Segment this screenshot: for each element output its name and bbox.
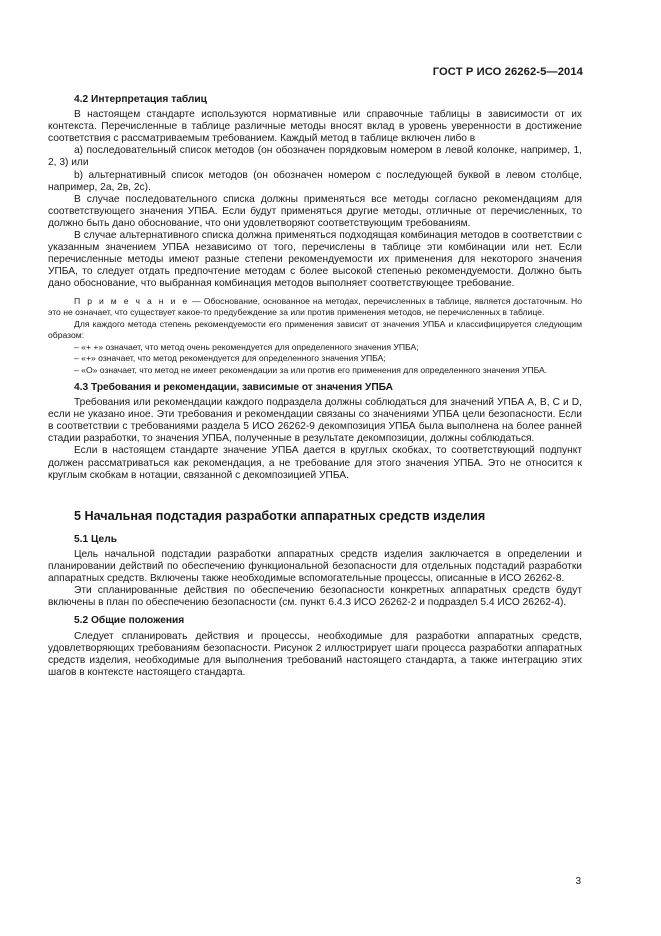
paragraph: Для каждого метода степень рекомендуемости его применения зависит от значения УПБА и классифицируется следующим образом: — [48, 318, 582, 340]
note — [48, 296, 582, 319]
document-id-header: ГОСТ Р ИСО 26262-5—2014 — [432, 66, 583, 78]
list-item: – «+ +» означает, что метод очень рекомендуется для определенного значения УПБА; — [74, 341, 419, 352]
section-heading-5-2: 5.2 Общие положения — [74, 615, 185, 627]
note-text: — Обоснование, основанное на методах, перечисленных в таблице, является достаточным. Но это не означает, что существует какое-то предубеждение за или против применения методов, не перечисленных в таблице. — [48, 295, 583, 317]
paragraph: Требования или рекомендации каждого подраздела должны соблюдаться для значений УПБА А, В, С и D, если не указано иное. Эти требования и рекомендации связаны со значениями УПБА цели безопасности. Если в соответствии с требованиями раздела 5 ИСО 26262-9 декомпозиция УПБА была выполнена на более ранней стадии разработки, то значения УПБА, полученные в результате декомпозиции, должны соблюдаться. — [48, 397, 582, 445]
section-heading-5: 5 Начальная подстадия разработки аппаратных средств изделия — [74, 508, 486, 523]
paragraph: В случае последовательного списка должны применяться все методы согласно рекомендациям для соответствующего значения УПБА. Если будут применяться другие методы, отличные от перечисленных, то должно быть дано обоснование, что они удовлетворяют соответствующим требованиям. — [48, 193, 582, 229]
list-item: – «О» означает, что метод не имеет рекомендации за или против его применения для определенного значения УПБА. — [74, 364, 548, 375]
list-item: – «+» означает, что метод рекомендуется для определенного значения УПБА; — [74, 353, 386, 363]
paragraph: В случае альтернативного списка должна применяться подходящая комбинация методов в соответствии с указанным значением УПБА независимо от того, перечислены в таблице эти комбинации или нет. Если перечисленные методы имеют разные степени рекомендуемости их применения для некоторого значения УПБА, то следует отдать предпочтение методам с более высокой степенью рекомендуемости. Должно быть дано обоснование, что выбранная комбинация методов выполняет соответствующее требование. — [48, 230, 582, 290]
list-item-b: b) альтернативный список методов (он обозначен номером с последующей буквой в левом столбце, например, 2а, 2в, 2с). — [48, 169, 582, 193]
section-heading-4-2: 4.2 Интерпретация таблиц — [74, 94, 207, 105]
section-heading-4-3: 4.3 Требования и рекомендации, зависимые от значения УПБА — [74, 382, 393, 393]
list-item-a: a) последовательный список методов (он обозначен порядковым номером в левой колонке, например, 1, 2, 3) или — [48, 145, 582, 169]
section-heading-5-1: 5.1 Цель — [74, 533, 117, 545]
paragraph: Следует спланировать действия и процессы, необходимые для разработки аппаратных средств, удовлетворяющих требованиям безопасности. Рисунок 2 иллюстрирует шаги процесса разработки аппаратных средств изделия, необходимые для выполнения требований настоящего стандарта, а также интеграцию этих шагов в контексте настоящего стандарта. — [48, 630, 582, 678]
paragraph: Если в настоящем стандарте значение УПБА дается в круглых скобках, то соответствующий подпункт должен рассматриваться как рекомендация, а не требование для этого значения УПБА. Это не относится к круглым скобкам в нотации, связанной с декомпозицией УПБА. — [48, 445, 582, 481]
page-content — [48, 94, 582, 679]
paragraph: Цель начальной подстадии разработки аппаратных средств изделия заключается в определении и планировании действий по обеспечению функциональной безопасности для отдельных подстадий разработки аппаратных средств. Включены также необходимые вспомогательные процессы, описанные в ИСО 26262-8. — [48, 548, 582, 585]
paragraph: Эти спланированные действия по обеспечению безопасности конкретных аппаратных средств будут включены в план по обеспечению безопасности (см. пункт 6.4.3 ИСО 26262-2 и подраздел 5.4 ИСО 26262-4). — [48, 585, 582, 609]
paragraph: В настоящем стандарте используются нормативные или справочные таблицы в зависимости от их контекста. Перечисленные в таблице различные методы вносят вклад в уровень уверенности в достижение соответствия с рассматриваемым требованием. Каждый метод в таблице включен либо в — [48, 109, 582, 145]
page-number: 3 — [575, 876, 581, 887]
note-label: П р и м е ч а н и е — [74, 295, 190, 306]
